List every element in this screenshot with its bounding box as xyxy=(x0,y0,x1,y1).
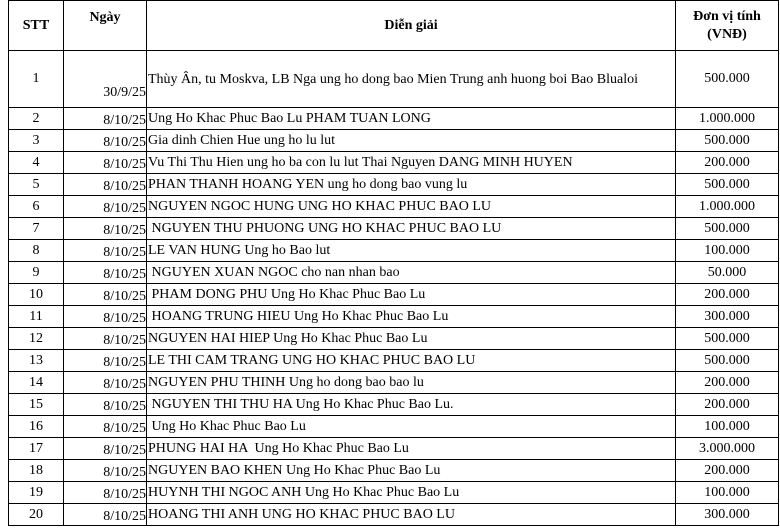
header-description: Diễn giải xyxy=(147,1,676,51)
cell-description: LE THI CAM TRANG UNG HO KHAC PHUC BAO LU xyxy=(147,350,676,372)
cell-date: 8/10/25 xyxy=(64,152,147,174)
cell-date: 8/10/25 xyxy=(64,218,147,240)
table-row xyxy=(9,240,779,262)
table-row xyxy=(9,284,779,306)
table-row xyxy=(9,372,779,394)
cell-date: 8/10/25 xyxy=(64,196,147,218)
cell-stt: 2 xyxy=(9,108,64,130)
cell-date: 30/9/25 xyxy=(64,51,147,108)
table-row xyxy=(9,394,779,416)
table-row xyxy=(9,174,779,196)
cell-stt: 18 xyxy=(9,460,64,482)
table-row xyxy=(9,130,779,152)
cell-date: 8/10/25 xyxy=(64,108,147,130)
header-row xyxy=(9,1,779,51)
cell-amount: 100.000 xyxy=(676,240,779,262)
cell-description: PHAM DONG PHU Ung Ho Khac Phuc Bao Lu xyxy=(147,284,676,306)
table-row xyxy=(9,416,779,438)
cell-description: PHAN THANH HOANG YEN ung ho dong bao vung lu xyxy=(147,174,676,196)
cell-date: 8/10/25 xyxy=(64,306,147,328)
cell-stt: 10 xyxy=(9,284,64,306)
cell-description: NGUYEN PHU THINH Ung ho dong bao bao lu xyxy=(147,372,676,394)
header-date: Ngày xyxy=(64,1,147,51)
donation-table xyxy=(8,0,779,526)
table-row xyxy=(9,438,779,460)
cell-date: 8/10/25 xyxy=(64,240,147,262)
header-amount-unit: Đơn vị tính xyxy=(693,9,761,24)
table-row xyxy=(9,328,779,350)
header-amount xyxy=(676,1,779,51)
table-row xyxy=(9,51,779,108)
cell-description: Ung Ho Khac Phuc Bao Lu xyxy=(147,416,676,438)
cell-description: LE VAN HUNG Ung ho Bao lut xyxy=(147,240,676,262)
cell-date: 8/10/25 xyxy=(64,350,147,372)
cell-amount: 200.000 xyxy=(676,152,779,174)
cell-description: HOANG THI ANH UNG HO KHAC PHUC BAO LU xyxy=(147,504,676,526)
table-row xyxy=(9,482,779,504)
cell-stt: 9 xyxy=(9,262,64,284)
cell-amount: 1.000.000 xyxy=(676,196,779,218)
cell-date: 8/10/25 xyxy=(64,284,147,306)
cell-date: 8/10/25 xyxy=(64,460,147,482)
cell-stt: 8 xyxy=(9,240,64,262)
cell-description: NGUYEN HAI HIEP Ung Ho Khac Phuc Bao Lu xyxy=(147,328,676,350)
cell-stt: 4 xyxy=(9,152,64,174)
cell-amount: 200.000 xyxy=(676,460,779,482)
cell-date: 8/10/25 xyxy=(64,130,147,152)
cell-amount: 200.000 xyxy=(676,372,779,394)
cell-date: 8/10/25 xyxy=(64,394,147,416)
cell-date: 8/10/25 xyxy=(64,372,147,394)
cell-amount: 500.000 xyxy=(676,328,779,350)
table-row xyxy=(9,108,779,130)
cell-stt: 19 xyxy=(9,482,64,504)
cell-date: 8/10/25 xyxy=(64,482,147,504)
cell-description: NGUYEN THI THU HA Ung Ho Khac Phuc Bao Lu. xyxy=(147,394,676,416)
table-row xyxy=(9,152,779,174)
cell-stt: 20 xyxy=(9,504,64,526)
cell-stt: 13 xyxy=(9,350,64,372)
table-body xyxy=(9,51,779,526)
table-header xyxy=(9,1,779,51)
cell-description: HOANG TRUNG HIEU Ung Ho Khac Phuc Bao Lu xyxy=(147,306,676,328)
table-row xyxy=(9,196,779,218)
header-stt: STT xyxy=(9,1,64,51)
cell-date: 8/10/25 xyxy=(64,262,147,284)
cell-stt: 3 xyxy=(9,130,64,152)
cell-description: NGUYEN THU PHUONG UNG HO KHAC PHUC BAO LU xyxy=(147,218,676,240)
table-row xyxy=(9,262,779,284)
cell-description: Ung Ho Khac Phuc Bao Lu PHAM TUAN LONG xyxy=(147,108,676,130)
cell-date: 8/10/25 xyxy=(64,438,147,460)
cell-date: 8/10/25 xyxy=(64,416,147,438)
cell-description: Thùy Ân, tu Moskva, LB Nga ung ho dong bao Mien Trung anh huong boi Bao Blualoi xyxy=(147,51,676,108)
cell-stt: 16 xyxy=(9,416,64,438)
table-row xyxy=(9,218,779,240)
cell-amount: 500.000 xyxy=(676,174,779,196)
cell-description: PHUNG HAI HA Ung Ho Khac Phuc Bao Lu xyxy=(147,438,676,460)
cell-amount: 500.000 xyxy=(676,218,779,240)
cell-description: NGUYEN BAO KHEN Ung Ho Khac Phuc Bao Lu xyxy=(147,460,676,482)
cell-stt: 12 xyxy=(9,328,64,350)
table-row xyxy=(9,306,779,328)
cell-amount: 200.000 xyxy=(676,394,779,416)
cell-amount: 300.000 xyxy=(676,306,779,328)
cell-amount: 500.000 xyxy=(676,350,779,372)
header-amount-currency: (VNĐ) xyxy=(707,27,747,42)
cell-amount: 50.000 xyxy=(676,262,779,284)
cell-date: 8/10/25 xyxy=(64,504,147,526)
cell-amount: 3.000.000 xyxy=(676,438,779,460)
table-row xyxy=(9,350,779,372)
cell-amount: 200.000 xyxy=(676,284,779,306)
cell-stt: 17 xyxy=(9,438,64,460)
cell-stt: 7 xyxy=(9,218,64,240)
cell-stt: 5 xyxy=(9,174,64,196)
donation-table-sheet xyxy=(8,0,778,526)
cell-stt: 1 xyxy=(9,51,64,108)
cell-stt: 6 xyxy=(9,196,64,218)
cell-amount: 500.000 xyxy=(676,130,779,152)
cell-description: NGUYEN NGOC HUNG UNG HO KHAC PHUC BAO LU xyxy=(147,196,676,218)
cell-amount: 300.000 xyxy=(676,504,779,526)
cell-description: HUYNH THI NGOC ANH Ung Ho Khac Phuc Bao Lu xyxy=(147,482,676,504)
cell-amount: 500.000 xyxy=(676,51,779,108)
cell-date: 8/10/25 xyxy=(64,328,147,350)
cell-date: 8/10/25 xyxy=(64,174,147,196)
cell-description: Vu Thi Thu Hien ung ho ba con lu lut Thai Nguyen DANG MINH HUYEN xyxy=(147,152,676,174)
cell-amount: 100.000 xyxy=(676,416,779,438)
cell-amount: 1.000.000 xyxy=(676,108,779,130)
cell-amount: 100.000 xyxy=(676,482,779,504)
cell-description: Gia dinh Chien Hue ung ho lu lut xyxy=(147,130,676,152)
cell-stt: 15 xyxy=(9,394,64,416)
cell-description: NGUYEN XUAN NGOC cho nan nhan bao xyxy=(147,262,676,284)
table-row xyxy=(9,460,779,482)
table-row xyxy=(9,504,779,526)
cell-stt: 14 xyxy=(9,372,64,394)
cell-stt: 11 xyxy=(9,306,64,328)
